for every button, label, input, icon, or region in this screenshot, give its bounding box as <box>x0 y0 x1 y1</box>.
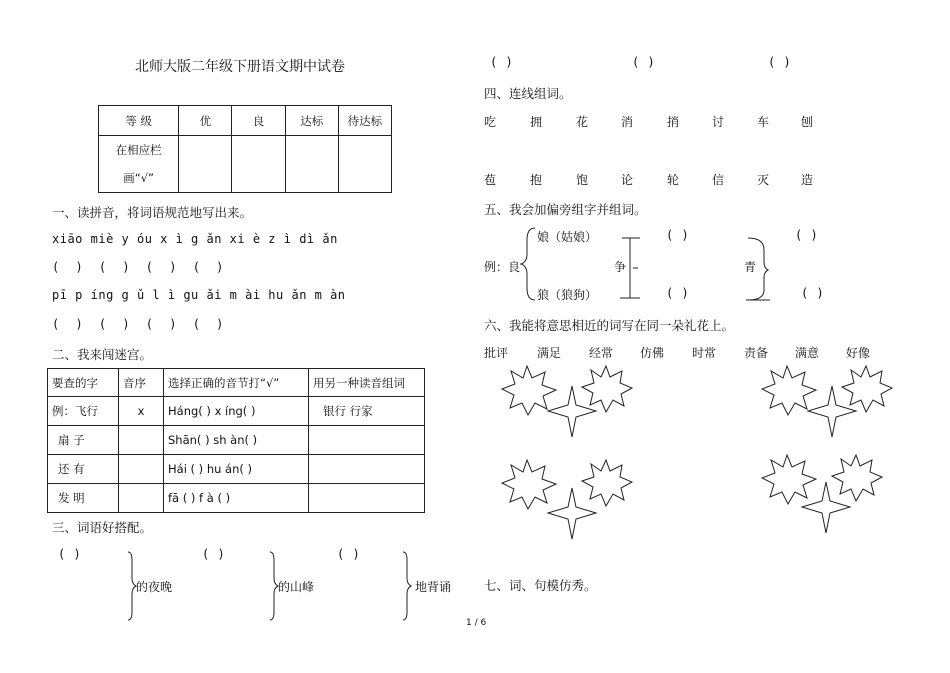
brace-icon <box>521 228 535 300</box>
radical-blank[interactable]: ( ) <box>795 228 819 242</box>
grade-header: 达标 <box>285 106 338 136</box>
sparkle-icon <box>548 386 596 437</box>
grade-header: 优 <box>179 106 232 136</box>
radical-blank[interactable]: ( ) <box>801 286 825 300</box>
top-blank[interactable]: ( ) <box>768 55 792 69</box>
starburst-icon <box>502 460 556 509</box>
example-top: 娘（姑娘） <box>537 230 598 244</box>
match-blank[interactable]: ( ) <box>58 547 82 561</box>
link-bottom-char[interactable]: 信 <box>712 173 725 187</box>
maze-header: 音序 <box>119 369 164 397</box>
word-item: 仿佛 <box>640 346 665 360</box>
section4-heading: 四、连线组词。 <box>484 86 572 101</box>
starburst-icon <box>762 366 816 415</box>
firework-group-3 <box>502 460 632 539</box>
brace-icon <box>128 552 136 620</box>
example-bottom: 狼（狼狗） <box>537 288 598 302</box>
link-bottom-char[interactable]: 苞 <box>484 173 497 187</box>
link-top-char[interactable]: 讨 <box>712 115 725 129</box>
link-bottom-char[interactable]: 轮 <box>667 173 680 187</box>
word-item: 责备 <box>744 346 769 360</box>
match-target: 的夜晚 <box>136 580 173 594</box>
pinyin-blanks-1[interactable]: ( ) ( ) ( ) ( ) <box>52 260 224 274</box>
brace-icon <box>403 552 411 620</box>
firework-group-4 <box>762 455 882 533</box>
section2-heading: 二、我来闯迷宫。 <box>52 347 153 362</box>
match-target: 地背诵 <box>415 580 452 594</box>
radical-blank[interactable]: ( ) <box>666 228 690 242</box>
sparkle-icon <box>548 488 596 539</box>
brace-icon <box>270 552 278 620</box>
maze-header: 要查的字 <box>48 369 119 397</box>
starburst-icon <box>762 455 816 504</box>
link-bottom-char[interactable]: 饱 <box>576 173 589 187</box>
link-top-char[interactable]: 消 <box>621 115 634 129</box>
sparkle-icon <box>802 482 850 533</box>
link-top-char[interactable]: 拥 <box>530 115 543 129</box>
maze-char: 扇 子 <box>48 426 119 455</box>
starburst-icon <box>582 460 632 506</box>
grade-header: 等 级 <box>99 106 179 136</box>
maze-char: 发 明 <box>48 484 119 513</box>
firework-group-1 <box>502 366 632 437</box>
top-blank[interactable]: ( ) <box>632 55 656 69</box>
starburst-icon <box>842 366 892 412</box>
link-bottom-char[interactable]: 论 <box>621 173 634 187</box>
word-item: 满足 <box>537 346 562 360</box>
word-item: 好像 <box>846 346 871 360</box>
radical-char-1: 争 <box>614 260 627 274</box>
link-top-char[interactable]: 刨 <box>801 115 814 129</box>
firework-group-2 <box>762 366 892 437</box>
grade-row-label-line2: 画“√” <box>123 171 155 185</box>
maze-choice[interactable]: Hái ( ) hu án( ) <box>164 455 309 484</box>
maze-choice[interactable]: Háng( ) x íng( ) <box>164 397 309 426</box>
grade-row-label-line1: 在相应栏 <box>115 143 162 157</box>
pinyin-line-2: pī p íng g ǔ l ì gu ǎi m ài hu ǎn m àn <box>52 288 346 302</box>
starburst-icon <box>582 366 632 412</box>
sparkle-icon <box>808 386 856 437</box>
word-item: 时常 <box>692 346 717 360</box>
section7-heading: 七、词、句模仿秀。 <box>484 578 597 593</box>
match-blank[interactable]: ( ) <box>202 547 226 561</box>
section3-heading: 三、词语好搭配。 <box>52 520 153 535</box>
pinyin-blanks-2[interactable]: ( ) ( ) ( ) ( ) <box>52 317 224 331</box>
section5-heading: 五、我会加偏旁组字并组词。 <box>484 202 647 217</box>
starburst-icon <box>832 455 882 501</box>
link-top-char[interactable]: 吃 <box>484 115 497 129</box>
link-top-char[interactable]: 捎 <box>667 115 680 129</box>
link-top-char[interactable]: 花 <box>576 115 589 129</box>
maze-choice[interactable]: Shān( ) sh àn( ) <box>164 426 309 455</box>
page-number: 1 / 6 <box>466 618 487 628</box>
link-top-char[interactable]: 车 <box>757 115 770 129</box>
maze-char: 还 有 <box>48 455 119 484</box>
word-item: 满意 <box>795 346 820 360</box>
top-blank[interactable]: ( ) <box>490 55 514 69</box>
maze-header: 选择正确的音节打“√” <box>164 369 309 397</box>
word-item: 经常 <box>589 346 614 360</box>
maze-words: 银行 行家 <box>309 397 425 426</box>
section6-heading: 六、我能将意思相近的词写在同一朵礼花上。 <box>484 318 735 333</box>
match-blank[interactable]: ( ) <box>337 547 361 561</box>
page-title: 北师大版二年级下册语文期中试卷 <box>135 59 345 75</box>
grade-header: 良 <box>232 106 285 136</box>
example-label: 例：良 <box>484 260 521 274</box>
section1-heading: 一、读拼音，将词语规范地写出来。 <box>52 205 253 220</box>
radical-char-2: 青 <box>744 260 757 274</box>
match-target: 的山峰 <box>278 580 315 594</box>
word-item: 批评 <box>484 346 509 360</box>
pinyin-line-1: xiāo miè y óu x ì g ǎn xi è z ì dì ǎn <box>52 232 338 246</box>
link-bottom-char[interactable]: 抱 <box>530 173 543 187</box>
maze-char: 例：飞行 <box>48 397 119 426</box>
brace-icon <box>748 238 768 300</box>
maze-header: 用另一种读音组词 <box>309 369 425 397</box>
maze-choice[interactable]: fā ( ) f à ( ) <box>164 484 309 513</box>
radical-blank[interactable]: ( ) <box>666 286 690 300</box>
link-bottom-char[interactable]: 造 <box>801 173 814 187</box>
grade-header: 待达标 <box>338 106 391 136</box>
link-bottom-char[interactable]: 灭 <box>757 173 770 187</box>
maze-seq: x <box>119 397 164 426</box>
starburst-icon <box>502 366 556 415</box>
